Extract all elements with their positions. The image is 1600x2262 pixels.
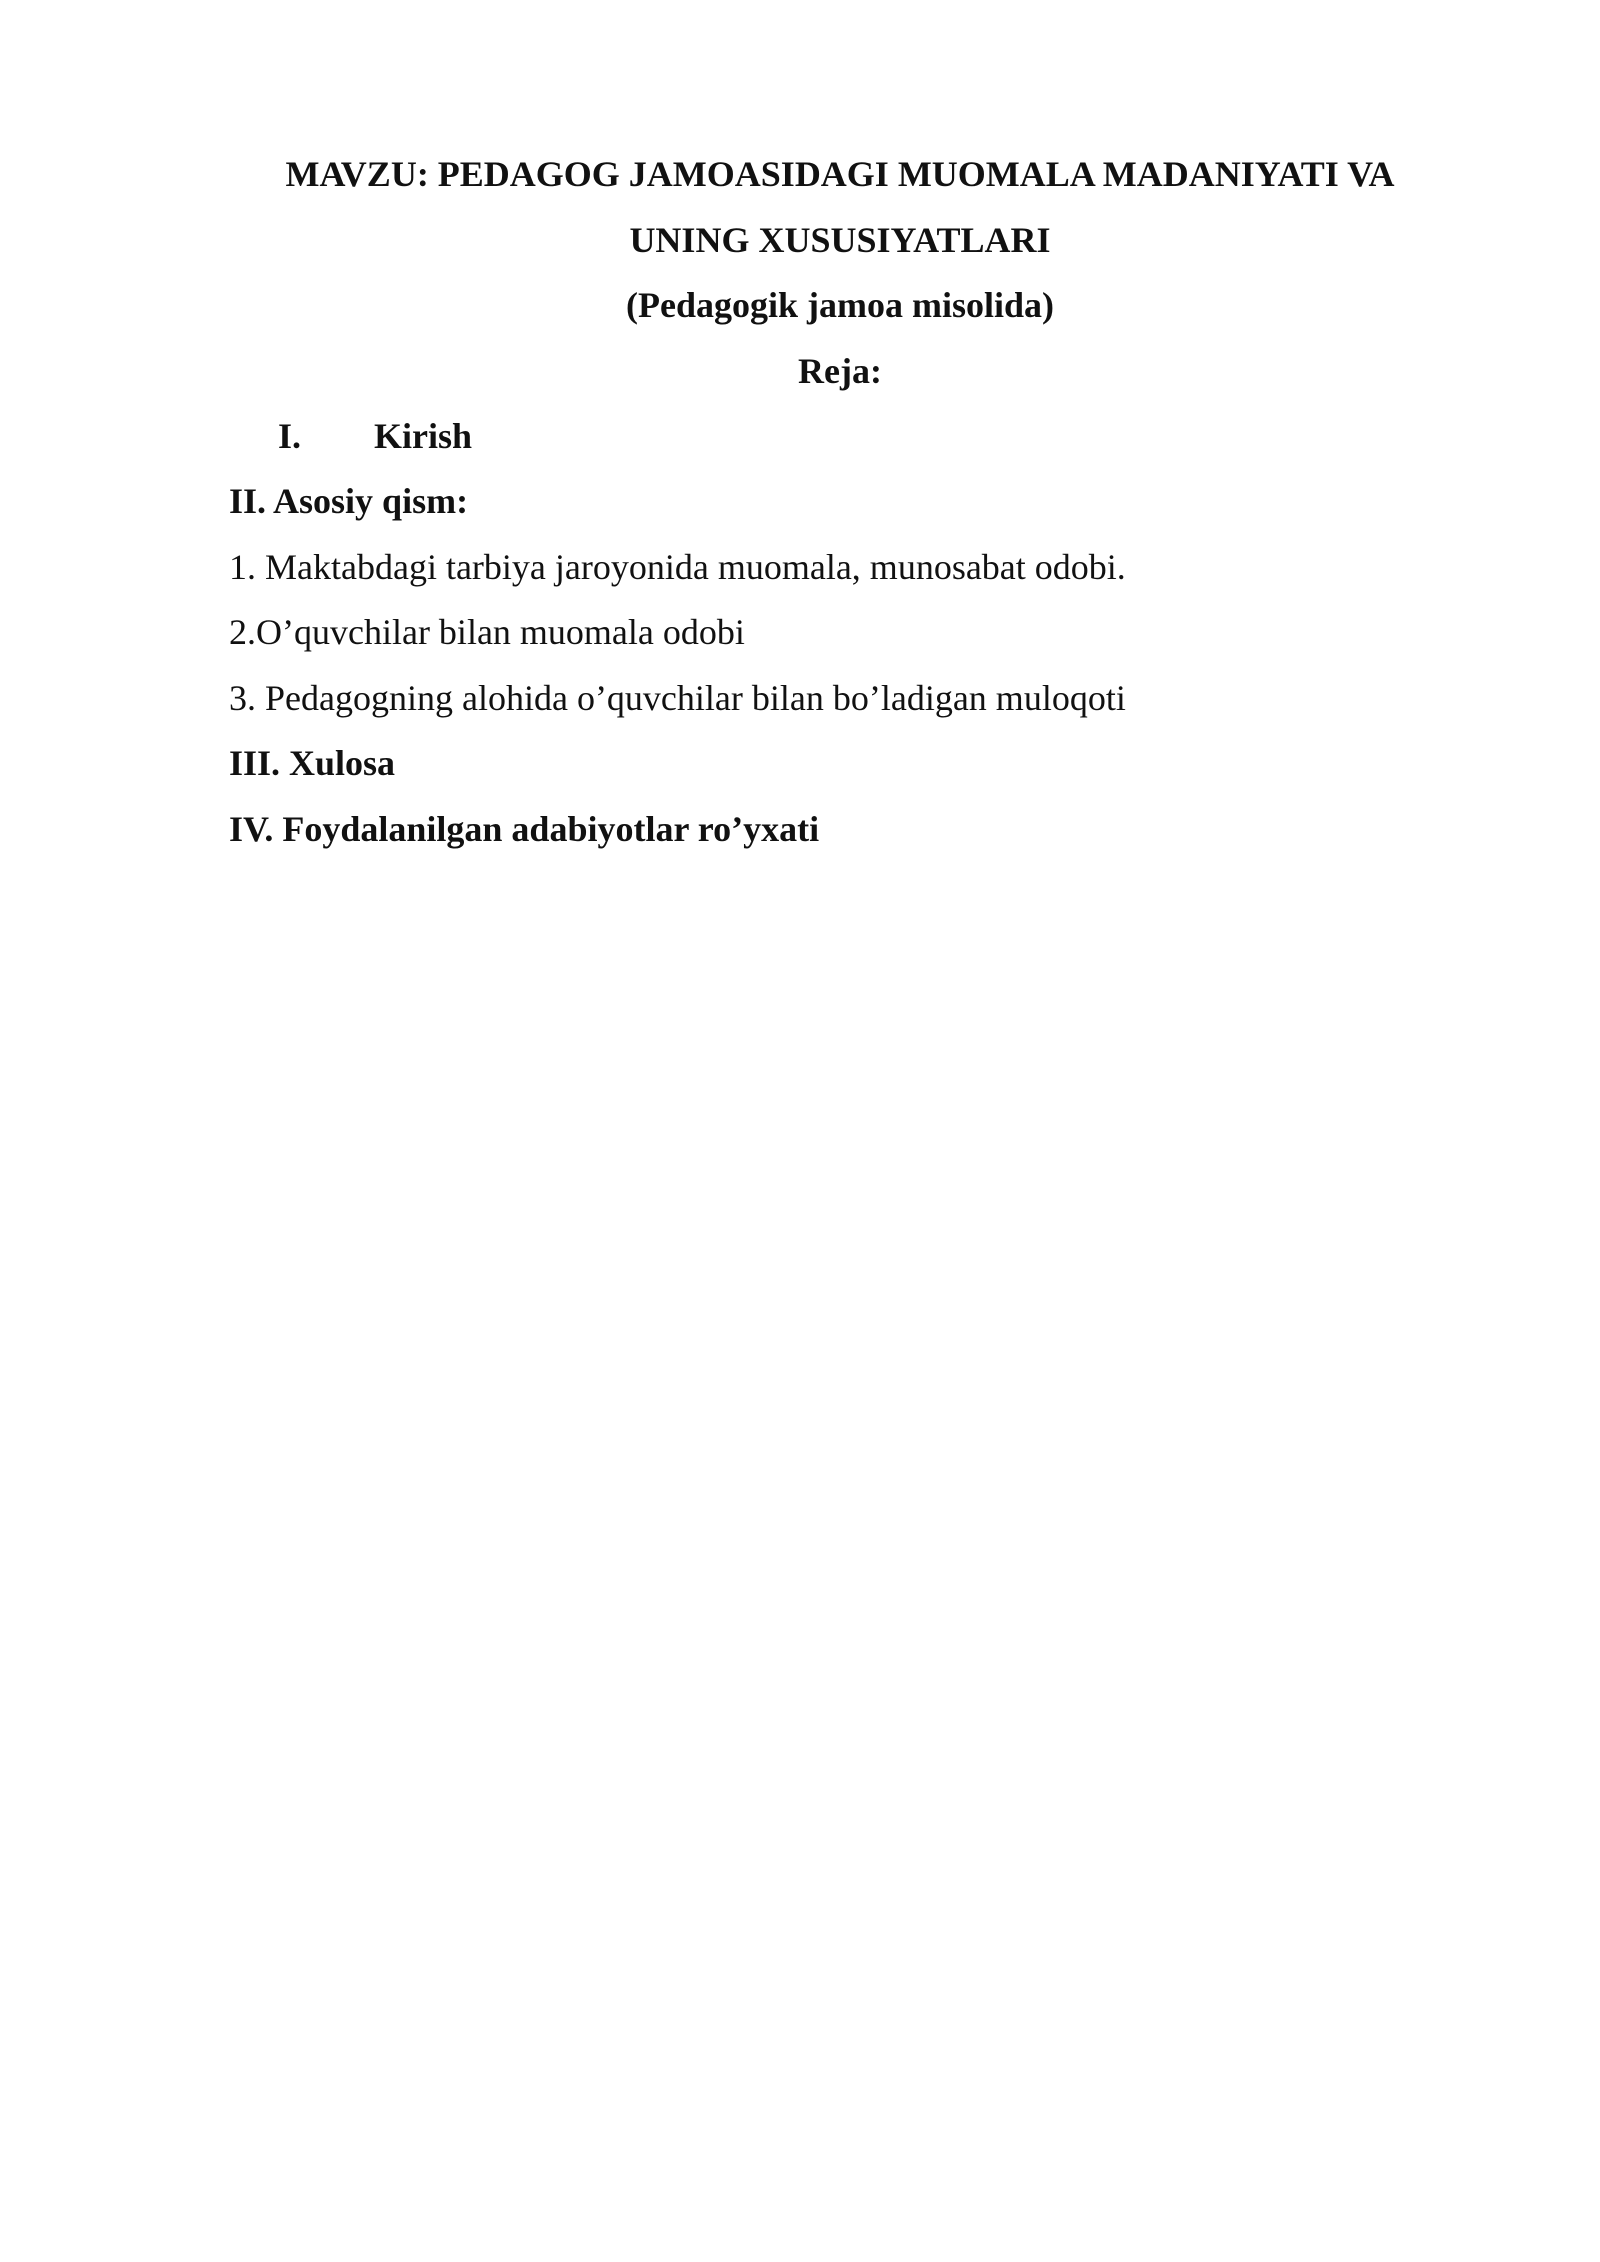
plan-main-part: II. Asosiy qism: (229, 481, 469, 521)
document-title-line-1: MAVZU: PEDAGOG JAMOASIDAGI MUOMALA MADANIYATI VA (285, 154, 1395, 194)
plan-heading: Reja: (798, 351, 882, 391)
plan-intro (278, 414, 472, 458)
plan-item-1: 1. Maktabdagi tarbiya jaroyonida muomala, munosabat odobi. (229, 547, 1126, 587)
plan-conclusion: III. Xulosa (229, 743, 396, 783)
plan-intro-label: Kirish (374, 416, 473, 456)
plan-item-3: 3. Pedagogning alohida o’quvchilar bilan bo’ladigan muloqoti (229, 678, 1126, 718)
plan-item-2: 2.O’quvchilar bilan muomala odobi (229, 612, 745, 652)
document-subtitle: (Pedagogik jamoa misolida) (626, 285, 1054, 325)
document-title-line-2: UNING XUSUSIYATLARI (629, 220, 1051, 260)
plan-intro-number: I. (278, 416, 302, 456)
plan-references: IV. Foydalanilgan adabiyotlar ro’yxati (229, 809, 820, 849)
